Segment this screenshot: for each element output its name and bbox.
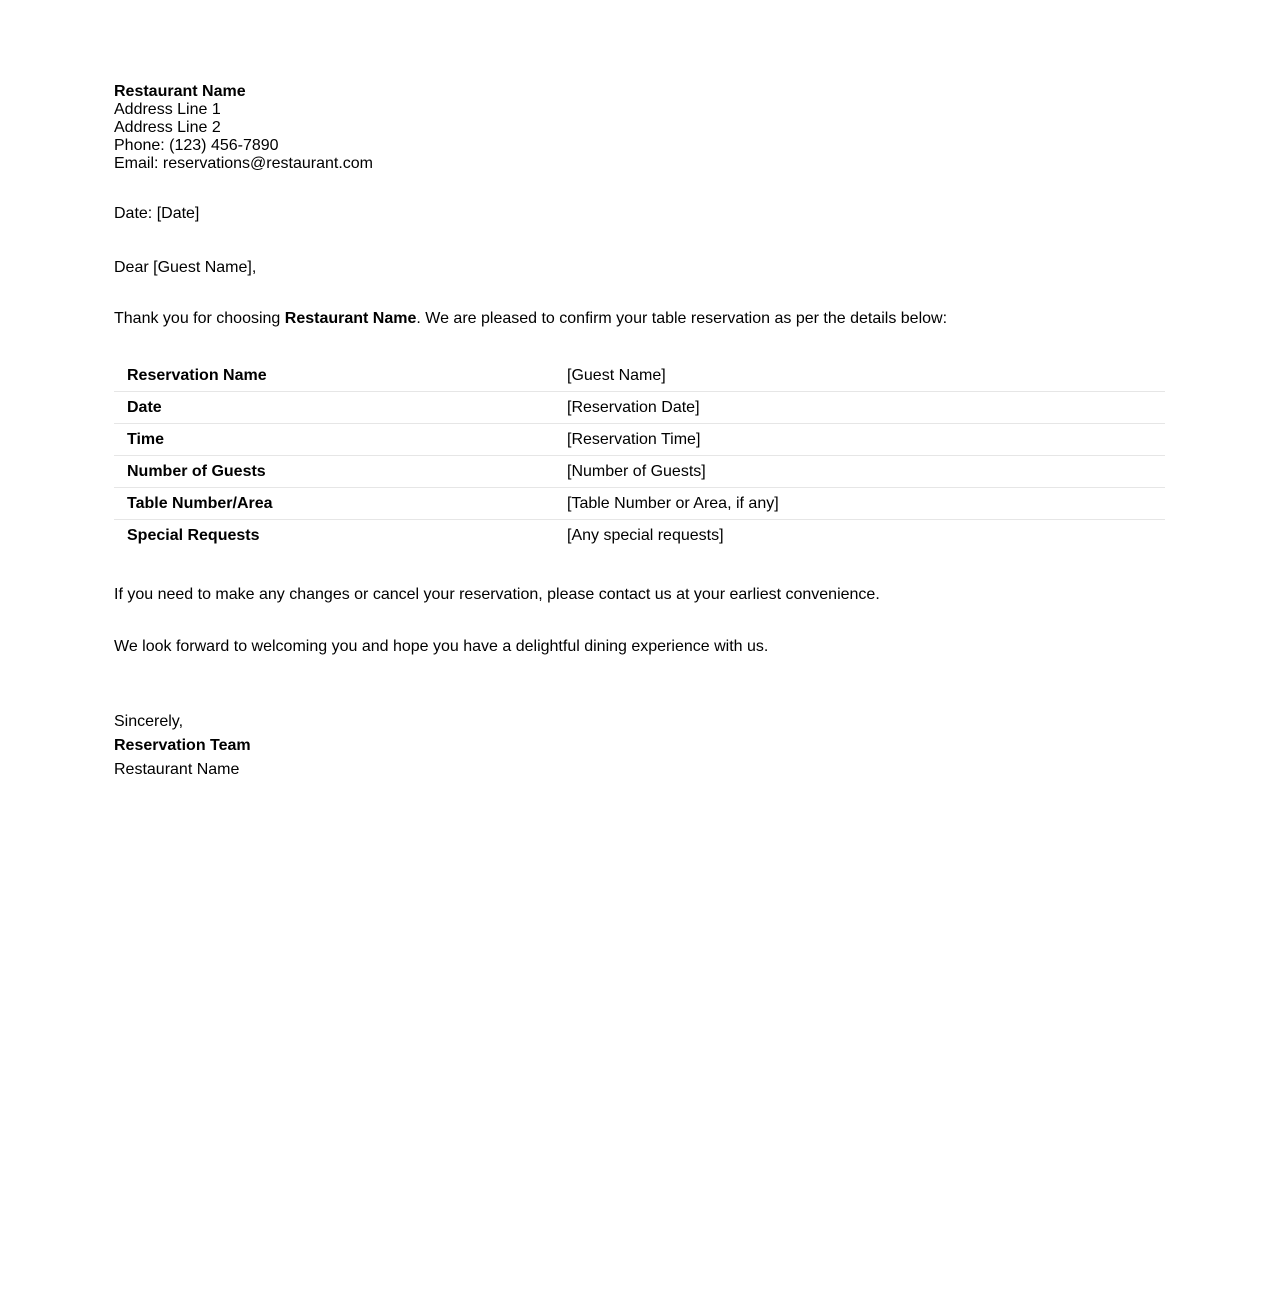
- restaurant-header: [114, 83, 1164, 173]
- detail-label: Number of Guests: [114, 456, 554, 488]
- detail-value: [Table Number or Area, if any]: [554, 488, 1165, 520]
- table-row: [114, 488, 1165, 520]
- changes-paragraph: If you need to make any changes or cancel your reservation, please contact us at your earliest convenience.: [114, 586, 880, 603]
- detail-value: [Number of Guests]: [554, 456, 1165, 488]
- table-row: [114, 456, 1165, 488]
- detail-value: [Reservation Time]: [554, 424, 1165, 456]
- closing-block: [114, 710, 1164, 782]
- reservation-details-table: [114, 360, 1165, 551]
- signature-team: Reservation Team: [114, 737, 251, 754]
- address-line-2: Address Line 2: [114, 119, 221, 136]
- intro-restaurant-name: Restaurant Name: [284, 310, 417, 327]
- intro-paragraph: [114, 310, 1164, 328]
- email-line: Email: reservations@restaurant.com: [114, 155, 373, 172]
- table-row: [114, 360, 1165, 392]
- welcome-paragraph: We look forward to welcoming you and hope you have a delightful dining experience with us.: [114, 638, 769, 655]
- detail-value: [Guest Name]: [554, 360, 1165, 392]
- detail-label: Table Number/Area: [114, 488, 554, 520]
- restaurant-name: Restaurant Name: [114, 83, 246, 100]
- intro-text-before: Thank you for choosing: [114, 310, 285, 327]
- detail-label: Reservation Name: [114, 360, 554, 392]
- phone-line: Phone: (123) 456-7890: [114, 137, 279, 154]
- detail-label: Special Requests: [127, 526, 260, 544]
- table-row: [114, 392, 1165, 424]
- table-row: [114, 424, 1165, 456]
- salutation: Dear [Guest Name],: [114, 259, 257, 276]
- detail-label: Time: [114, 424, 554, 456]
- address-line-1: Address Line 1: [114, 101, 221, 118]
- date-line: Date: [Date]: [114, 205, 200, 222]
- detail-value: [Any special requests]: [567, 526, 724, 544]
- table-row: [114, 520, 1165, 552]
- intro-text-after: . We are pleased to confirm your table reservation as per the details below:: [416, 310, 948, 327]
- sign-off: Sincerely,: [114, 713, 184, 730]
- detail-value: [Reservation Date]: [554, 392, 1165, 424]
- signature-restaurant: Restaurant Name: [114, 761, 240, 778]
- detail-label: Date: [114, 392, 554, 424]
